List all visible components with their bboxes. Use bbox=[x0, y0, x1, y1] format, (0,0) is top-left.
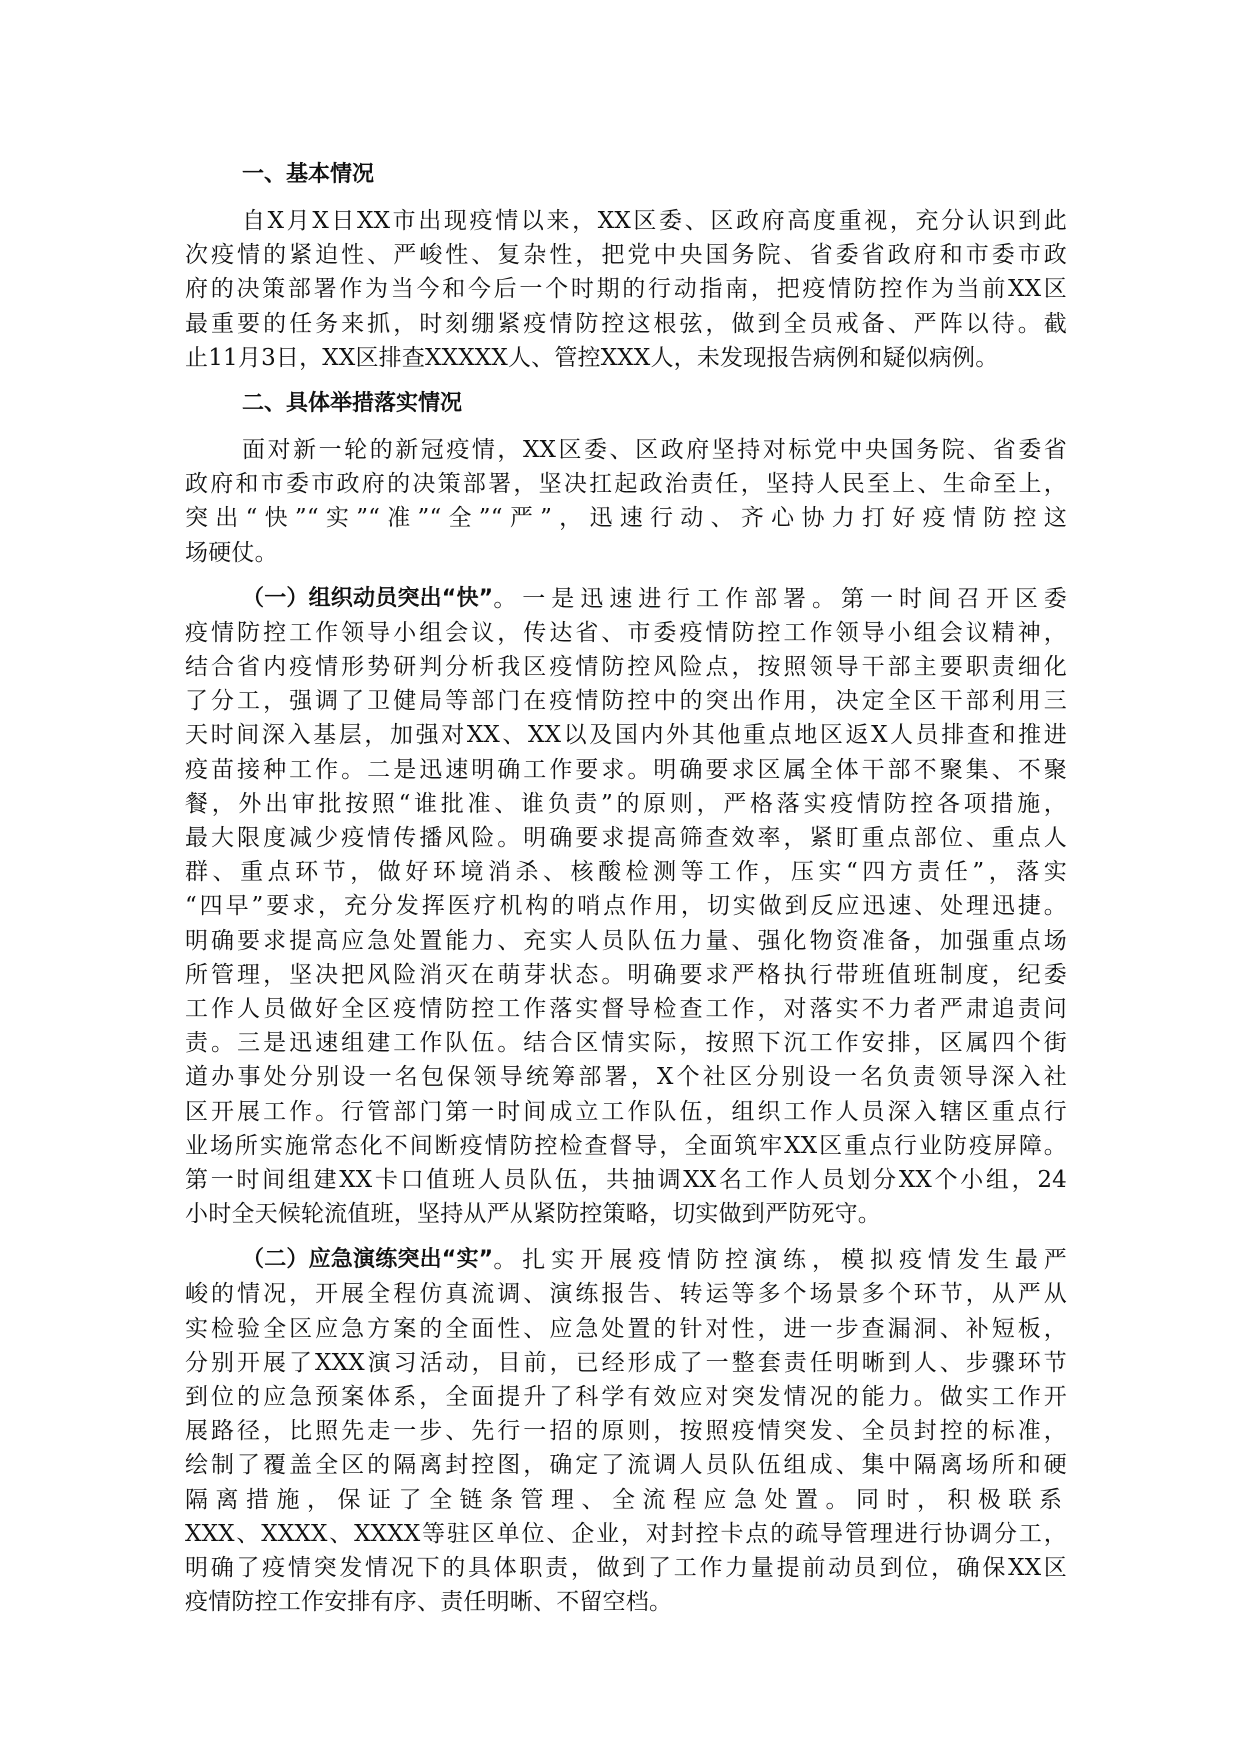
spacer bbox=[185, 421, 1067, 433]
paragraph-measures-intro bbox=[185, 433, 1067, 570]
text-line bbox=[185, 582, 1067, 616]
text-line: 展路径，比照先走一步、先行一招的原则，按照疫情突发、全员封控的标准， bbox=[185, 1418, 1067, 1445]
text-line: 天时间深入基层，加强对XX、XX以及国内外其他重点地区返X人员排查和推进 bbox=[185, 722, 1067, 749]
text-line: 场硬仗。 bbox=[185, 539, 278, 566]
text-line: 责。三是迅速组建工作队伍。结合区情实际，按照下沉工作安排，区属四个街 bbox=[185, 1030, 1067, 1057]
text-line: 府的决策部署作为当今和今后一个时期的行动指南，把疫情防控作为当前XX区 bbox=[185, 276, 1067, 303]
text-line: 餐，外出审批按照“谁批准、谁负责”的原则，严格落实疫情防控各项措施， bbox=[185, 790, 1067, 817]
text-line: 最重要的任务来抓，时刻绷紧疫情防控这根弦，做到全员戒备、严阵以待。截 bbox=[185, 310, 1067, 337]
text-line: 到位的应急预案体系，全面提升了科学有效应对突发情况的能力。做实工作开 bbox=[185, 1384, 1067, 1410]
spacer bbox=[185, 375, 1067, 387]
text-line: 分别开展了XXX演习活动，目前，已经形成了一整套责任明晰到人、步骤环节 bbox=[185, 1349, 1067, 1376]
spacer bbox=[185, 570, 1067, 582]
spacer bbox=[185, 192, 1067, 204]
text-line: 工作人员做好全区疫情防控工作落实督导检查工作，对落实不力者严肃追责问 bbox=[185, 995, 1067, 1022]
spacer bbox=[185, 1231, 1067, 1243]
section-heading-basic-situation: 一、基本情况 bbox=[242, 162, 375, 187]
text-line: 绘制了覆盖全区的隔离封控图，确定了流调人员队伍组成、集中隔离场所和硬 bbox=[185, 1452, 1067, 1479]
text-line: 止11月3日，XX区排查XXXXX人、管控XXX人，未发现报告病例和疑似病例。 bbox=[185, 344, 999, 371]
text-line: 区开展工作。行管部门第一时间成立工作队伍，组织工作人员深入辖区重点行 bbox=[185, 1098, 1067, 1125]
text-line: 群、重点环节，做好环境消杀、核酸检测等工作，压实“四方责任”，落实 bbox=[185, 859, 1067, 886]
text-line: 隔离措施，保证了全链条管理、全流程应急处置。同时，积极联系 bbox=[185, 1486, 1067, 1513]
text-line: 突出“快”“实”“准”“全”“严”，迅速行动、齐心协力打好疫情防控这 bbox=[185, 505, 1067, 532]
text-line: 第一时间组建XX卡口值班人员队伍，共抽调XX名工作人员划分XX个小组，24 bbox=[185, 1166, 1067, 1193]
text-line: 疫苗接种工作。二是迅速明确工作要求。明确要求区属全体干部不聚集、不聚 bbox=[185, 756, 1067, 783]
text-line: 明确了疫情突发情况下的具体职责，做到了工作力量提前动员到位，确保XX区 bbox=[185, 1554, 1067, 1581]
text-line: 政府和市委市政府的决策部署，坚决扛起政治责任，坚持人民至上、生命至上， bbox=[185, 471, 1067, 498]
text-run: 。扎实开展疫情防控演练，模拟疫情发生最严 bbox=[493, 1247, 1067, 1274]
text-line: 最大限度减少疫情传播风险。明确要求提高筛查效率，紧盯重点部位、重点人 bbox=[185, 825, 1067, 851]
text-line: 结合省内疫情形势研判分析我区疫情防控风险点，按照领导干部主要职责细化 bbox=[185, 654, 1067, 681]
text-line: 自X月X日XX市出现疫情以来，XX区委、区政府高度重视，充分认识到此 bbox=[242, 208, 1067, 234]
text-line: 业场所实施常态化不间断疫情防控检查督导，全面筑牢XX区重点行业防疫屏障。 bbox=[185, 1132, 1067, 1159]
text-line: 小时全天候轮流值班，坚持从严从紧防控策略，切实做到严防死守。 bbox=[185, 1201, 881, 1228]
paragraph-basic-situation bbox=[185, 204, 1067, 375]
text-line: 次疫情的紧迫性、严峻性、复杂性，把党中央国务院、省委省政府和市委市政 bbox=[185, 242, 1067, 269]
paragraph-drill-solid bbox=[185, 1243, 1067, 1619]
section-heading-measures: 二、具体举措落实情况 bbox=[242, 390, 463, 416]
text-line: 面对新一轮的新冠疫情，XX区委、区政府坚持对标党中央国务院、省委省 bbox=[242, 436, 1067, 463]
paragraph-mobilization-fast bbox=[185, 582, 1067, 1232]
text-line: “四早”要求，充分发挥医疗机构的哨点作用，切实做到反应迅速、处理迅捷。 bbox=[185, 893, 1067, 920]
subsection-heading-mobilization: （一）组织动员突出“快” bbox=[242, 585, 494, 611]
text-line: 所管理，坚决把风险消灭在萌芽状态。明确要求严格执行带班值班制度，纪委 bbox=[185, 961, 1067, 988]
text-line: 峻的情况，开展全程仿真流调、演练报告、转运等多个场景多个环节，从严从 bbox=[185, 1281, 1067, 1308]
text-line: 了分工，强调了卫健局等部门在疫情防控中的突出作用，决定全区干部利用三 bbox=[185, 688, 1067, 715]
text-line: XXX、XXXX、XXXX等驻区单位、企业，对封控卡点的疏导管理进行协调分工， bbox=[185, 1520, 1067, 1547]
text-line: 实检验全区应急方案的全面性、应急处置的针对性，进一步查漏洞、补短板， bbox=[185, 1315, 1067, 1342]
text-line: 疫情防控工作安排有序、责任明晰、不留空档。 bbox=[185, 1589, 673, 1616]
text-run: 。一是迅速进行工作部署。第一时间召开区委 bbox=[493, 585, 1067, 612]
subsection-heading-drill: （二）应急演练突出“实” bbox=[242, 1247, 494, 1273]
text-line: 疫情防控工作领导小组会议，传达省、市委疫情防控工作领导小组会议精神， bbox=[185, 619, 1067, 646]
document-body bbox=[185, 158, 1067, 1619]
text-line: 道办事处分别设一名包保领导统筹部署，X个社区分别设一名负责领导深入社 bbox=[185, 1064, 1067, 1091]
text-line: 明确要求提高应急处置能力、充实人员队伍力量、强化物资准备，加强重点场 bbox=[185, 927, 1067, 954]
text-line bbox=[185, 1243, 1067, 1277]
